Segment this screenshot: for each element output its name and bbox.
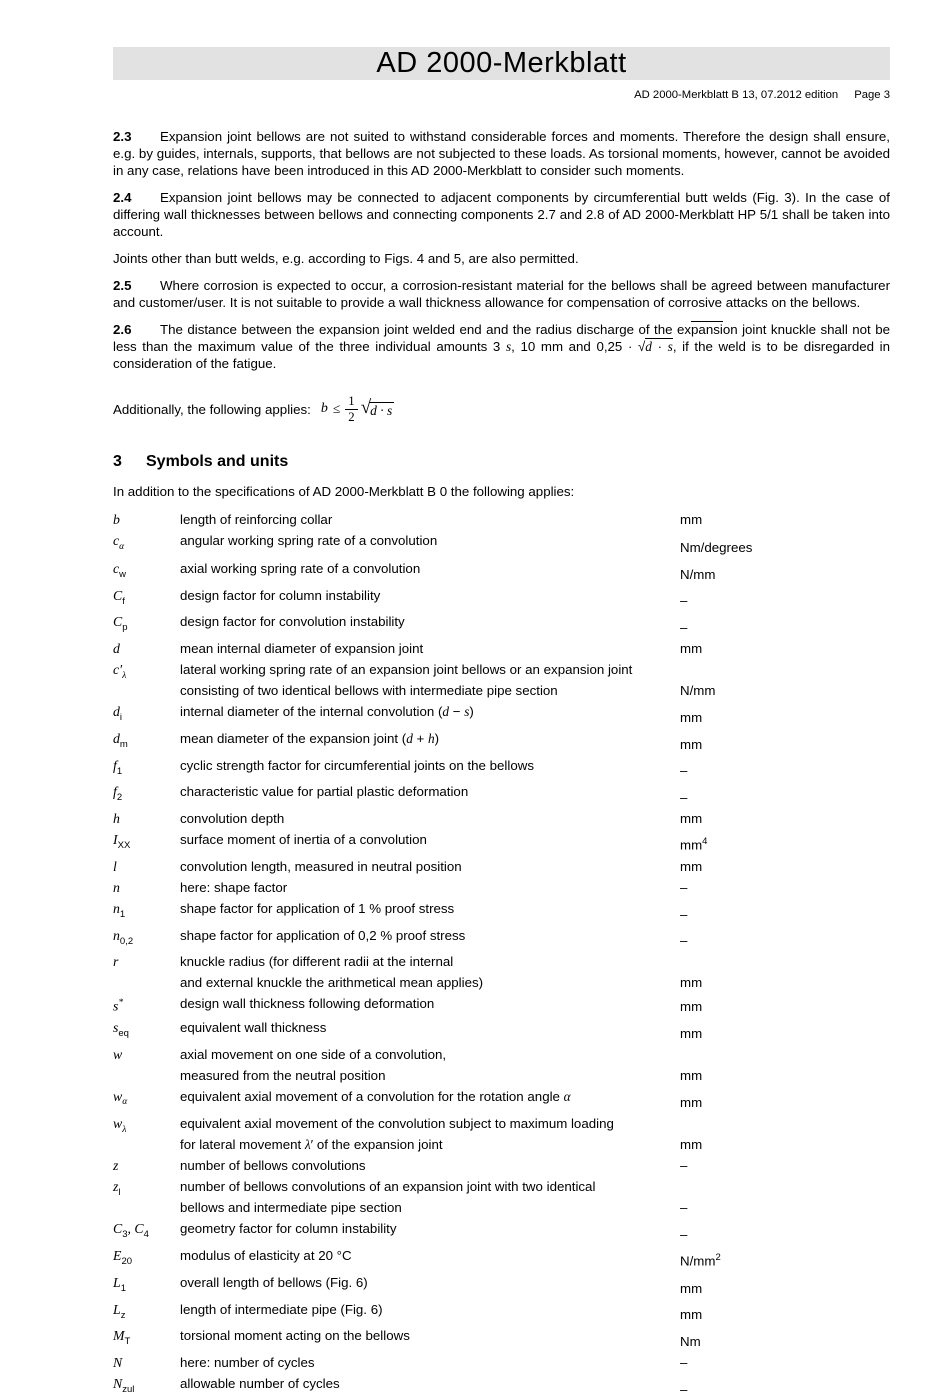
symbol-row xyxy=(113,877,890,898)
description-cell: characteristic value for partial plastic deformation xyxy=(180,784,469,800)
section-number: 3 xyxy=(113,453,122,470)
description-cell: design factor for convolution instability xyxy=(180,614,405,630)
symbol-row xyxy=(113,585,890,612)
symbol-cell: w xyxy=(113,1046,123,1062)
description-cell: equivalent wall thickness xyxy=(180,1019,327,1035)
symbol-cell: $c_\alpha$ xyxy=(113,533,125,552)
document-title: AD 2000-Merkblatt xyxy=(376,47,627,79)
symbol-cell: $E_{20}$ xyxy=(113,1248,133,1267)
unit-cell: – xyxy=(680,790,688,805)
section-heading-symbols xyxy=(113,452,890,472)
symbol-cell: $n_1$ xyxy=(113,900,126,920)
unit-cell: mm xyxy=(680,1280,703,1296)
paragraph-number: 2.4 xyxy=(113,190,132,205)
paragraph-text: Joints other than butt welds, e.g. according to Figs. 4 and 5, are also permitted. xyxy=(113,251,579,266)
symbol-row xyxy=(113,925,890,952)
symbol-row xyxy=(113,829,890,856)
unit-cell: mm xyxy=(680,811,703,826)
additional-condition xyxy=(113,386,890,432)
unit-cell: mm xyxy=(680,1307,703,1323)
unit-cell: mm xyxy=(680,641,703,656)
symbol-cell: $C_p$ xyxy=(113,614,128,633)
description-cell: mean internal diameter of expansion joint xyxy=(180,641,424,656)
symbol-cell: $n_{0,2}$ xyxy=(113,927,134,947)
symbol-cell: $I_{XX}$ xyxy=(113,832,131,851)
symbol-row xyxy=(113,856,890,877)
symbol-cell: n xyxy=(113,879,120,895)
symbol-row xyxy=(113,1325,890,1352)
description-cell: modulus of elasticity at 20 °C xyxy=(180,1248,352,1264)
symbol-row xyxy=(113,701,890,728)
symbol-cell: z xyxy=(113,1158,119,1174)
symbol-row xyxy=(113,808,890,829)
symbol-cell: $M_T$ xyxy=(113,1328,131,1348)
symbol-row xyxy=(113,1218,890,1245)
unit-cell: – xyxy=(680,593,688,609)
description-cell: surface moment of inertia of a convolution xyxy=(180,832,427,847)
symbol-row xyxy=(113,755,890,782)
description-cell: convolution length, measured in neutral position xyxy=(180,858,462,874)
description-cell: torsional moment acting on the bellows xyxy=(180,1328,410,1344)
description-cell: equivalent axial movement of the convolution subject to maximum loading for lateral movement λ′ of the expansion joint xyxy=(180,1116,614,1153)
symbol-cell: $f_1$ xyxy=(113,757,123,777)
paragraph-text: Expansion joint bellows may be connected to adjacent components by circumferential butt welds (Fig. 3). In the case of differing wall thicknesses between bellows and connecting components 2.7 and 2.8 of AD 2000-Merkblatt HP 5/1 shall be taken into account. xyxy=(113,190,890,239)
less-equal-sign: ≤ xyxy=(332,401,341,416)
formula-lhs: b xyxy=(320,401,328,416)
symbol-cell: $d_i$ xyxy=(113,704,123,723)
symbol-row xyxy=(113,1373,890,1400)
symbol-cell: d xyxy=(113,641,120,656)
unit-cell: mm xyxy=(680,512,703,527)
section-title: Symbols and units xyxy=(146,453,289,470)
unit-cell: $N/mm^2$ xyxy=(680,1252,721,1269)
title-banner xyxy=(113,47,890,80)
radical-sign: √ xyxy=(360,397,372,418)
symbol-row xyxy=(113,1245,890,1272)
unit-cell: – xyxy=(680,1227,688,1243)
symbols-intro: In addition to the specifications of AD 2000-Merkblatt B 0 the following applies: xyxy=(113,484,575,499)
description-cell: shape factor for application of 1 % proof stress xyxy=(180,900,455,916)
symbol-cell: $d_m$ xyxy=(113,730,128,750)
unit-cell: $mm^4$ xyxy=(680,836,708,853)
symbol-cell: $s_{eq}$ xyxy=(113,1019,129,1039)
unit-cell: mm xyxy=(680,858,703,874)
description-cell: design factor for column instability xyxy=(180,587,381,603)
symbol-row xyxy=(113,1272,890,1299)
unit-cell: – xyxy=(680,1355,688,1371)
paragraph-text: Where corrosion is expected to occur, a corrosion-resistant material for the bellows shall be agreed between manufacturer and customer/user. It is not suitable to provide a wall thickness allowance for compensation of corrosive attacks on the bellows. xyxy=(113,278,890,310)
formula-b-limit xyxy=(321,395,394,424)
unit-cell: Nm/degrees xyxy=(680,539,753,555)
paragraph-text: Expansion joint bellows are not suited to withstand considerable forces and moments. Therefore the design shall ensure, e.g. by guides, internals, supports, that bellows are not subjected to these loads. As torsional moments, however, cannot be avoided in any case, relations have been introduced in this AD 2000-Merkblatt to consider such moments. xyxy=(113,129,890,178)
unit-cell: – xyxy=(680,1381,688,1397)
symbol-cell: r xyxy=(113,954,119,970)
description-cell: equivalent axial movement of a convolution for the rotation angle α xyxy=(180,1088,571,1104)
description-cell: internal diameter of the internal convolution (d − s) xyxy=(180,704,474,719)
description-cell: axial movement on one side of a convolution, measured from the neutral position xyxy=(180,1046,447,1083)
symbol-row xyxy=(113,638,890,659)
symbol-cell: l xyxy=(113,858,117,874)
symbol-cell: h xyxy=(113,811,120,826)
paragraph-number: 2.3 xyxy=(113,129,132,144)
description-cell: mean diameter of the expansion joint (d + h) xyxy=(180,730,440,746)
unit-cell: – xyxy=(680,763,688,779)
symbol-row xyxy=(113,611,890,638)
symbol-cell: $w_\alpha$ xyxy=(113,1088,128,1108)
description-cell: length of reinforcing collar xyxy=(180,512,333,527)
paragraph-number: 2.6 xyxy=(113,322,132,337)
symbol-cell: $w_\lambda$ xyxy=(113,1116,127,1136)
symbol-cell: b xyxy=(113,512,120,527)
description-cell: lateral working spring rate of an expansion joint bellows or an expansion joint consisting of two identical bellows with intermediate pipe section xyxy=(180,662,633,698)
unit-cell: Nm xyxy=(680,1334,701,1350)
additional-label: Additionally, the following applies: xyxy=(113,401,311,417)
edition-line xyxy=(113,89,890,101)
unit-cell: N/mm xyxy=(680,683,716,698)
symbol-row xyxy=(113,1155,890,1176)
symbol-cell: $L_1$ xyxy=(113,1274,126,1294)
paragraph-2-4 xyxy=(113,189,890,240)
unit-cell: – xyxy=(680,933,688,949)
unit-cell: mm xyxy=(680,709,703,725)
description-cell: knuckle radius (for different radii at the internal and external knuckle the arithmetical mean applies) xyxy=(180,954,484,991)
unit-cell: mm xyxy=(680,1095,703,1111)
paragraph-number: 2.5 xyxy=(113,278,132,293)
symbol-row xyxy=(113,509,890,530)
symbol-row xyxy=(113,728,890,755)
description-cell: overall length of bellows (Fig. 6) xyxy=(180,1274,368,1290)
description-cell: convolution depth xyxy=(180,811,285,826)
symbol-row xyxy=(113,993,890,1017)
symbol-row xyxy=(113,530,890,558)
unit-cell: mm xyxy=(680,1137,703,1153)
unit-cell: – xyxy=(680,1158,688,1174)
symbol-cell: s* xyxy=(113,998,124,1014)
symbol-row xyxy=(113,1017,890,1044)
symbol-row xyxy=(113,1086,890,1114)
unit-cell: mm xyxy=(680,1025,703,1041)
edition-text: AD 2000-Merkblatt B 13, 07.2012 edition xyxy=(634,89,839,101)
description-cell: here: shape factor xyxy=(180,879,288,895)
unit-cell: – xyxy=(680,1200,688,1216)
unit-cell: mm xyxy=(680,1067,703,1083)
symbol-cell: $z_l$ xyxy=(113,1179,121,1199)
unit-cell: N/mm xyxy=(680,566,716,582)
description-cell: shape factor for application of 0,2 % proof stress xyxy=(180,927,466,943)
unit-cell: mm xyxy=(680,736,703,752)
fraction-numerator: 1 xyxy=(345,395,357,410)
description-cell: number of bellows convolutions xyxy=(180,1158,366,1174)
unit-cell: – xyxy=(680,906,688,922)
symbol-row xyxy=(113,558,890,585)
description-cell: angular working spring rate of a convolution xyxy=(180,533,438,548)
unit-cell: mm xyxy=(680,998,703,1014)
description-cell: geometry factor for column instability xyxy=(180,1221,397,1237)
paragraph-joints-note xyxy=(113,250,890,267)
symbol-cell: $c_w$ xyxy=(113,560,126,580)
symbol-row xyxy=(113,1044,890,1086)
symbol-row xyxy=(113,1299,890,1326)
symbol-cell: N xyxy=(113,1355,123,1371)
symbol-row xyxy=(113,951,890,993)
paragraph-2-5 xyxy=(113,277,890,311)
symbol-cell: $C_f$ xyxy=(113,587,125,607)
symbol-cell: $N_{zul}$ xyxy=(113,1376,135,1395)
symbol-cell: $f_2$ xyxy=(113,784,123,803)
symbol-cell: $L_z$ xyxy=(113,1301,126,1321)
fraction-denominator: 2 xyxy=(348,409,355,424)
description-cell: number of bellows convolutions of an expansion joint with two identical bellows and intermediate pipe section xyxy=(180,1179,596,1216)
unit-cell: mm xyxy=(680,975,703,991)
description-cell: axial working spring rate of a convolution xyxy=(180,560,421,576)
description-cell: design wall thickness following deformation xyxy=(180,996,435,1012)
fraction-one-half xyxy=(345,395,357,424)
paragraph-text: The distance between the expansion joint welded end and the radius discharge of the expansion joint knuckle shall not be less than the maximum value of the three individual amounts 3 s, 10 mm and 0,25 · √d · s, if the weld is to be disregarded in consideration of the fatigue. xyxy=(113,322,890,371)
symbol-row xyxy=(113,898,890,925)
paragraph-2-3 xyxy=(113,128,890,179)
description-cell: cyclic strength factor for circumferential joints on the bellows xyxy=(180,757,534,773)
description-cell: allowable number of cycles xyxy=(180,1376,340,1392)
symbol-row xyxy=(113,659,890,701)
symbol-row xyxy=(113,1113,890,1155)
document-body xyxy=(113,128,890,1400)
symbol-row xyxy=(113,781,890,808)
symbol-row xyxy=(113,1176,890,1218)
description-cell: here: number of cycles xyxy=(180,1355,315,1371)
unit-cell: – xyxy=(680,620,688,635)
description-cell: length of intermediate pipe (Fig. 6) xyxy=(180,1301,383,1317)
symbol-cell: $C_3$, $C_4$ xyxy=(113,1221,149,1241)
paragraph-2-6 xyxy=(113,321,890,372)
symbol-row xyxy=(113,1352,890,1373)
page-number: Page 3 xyxy=(854,89,890,101)
symbol-cell: $c'_\lambda$ xyxy=(113,662,127,681)
unit-cell: – xyxy=(680,879,688,895)
symbols-table xyxy=(113,509,890,1400)
radicand: d · s xyxy=(370,402,393,418)
